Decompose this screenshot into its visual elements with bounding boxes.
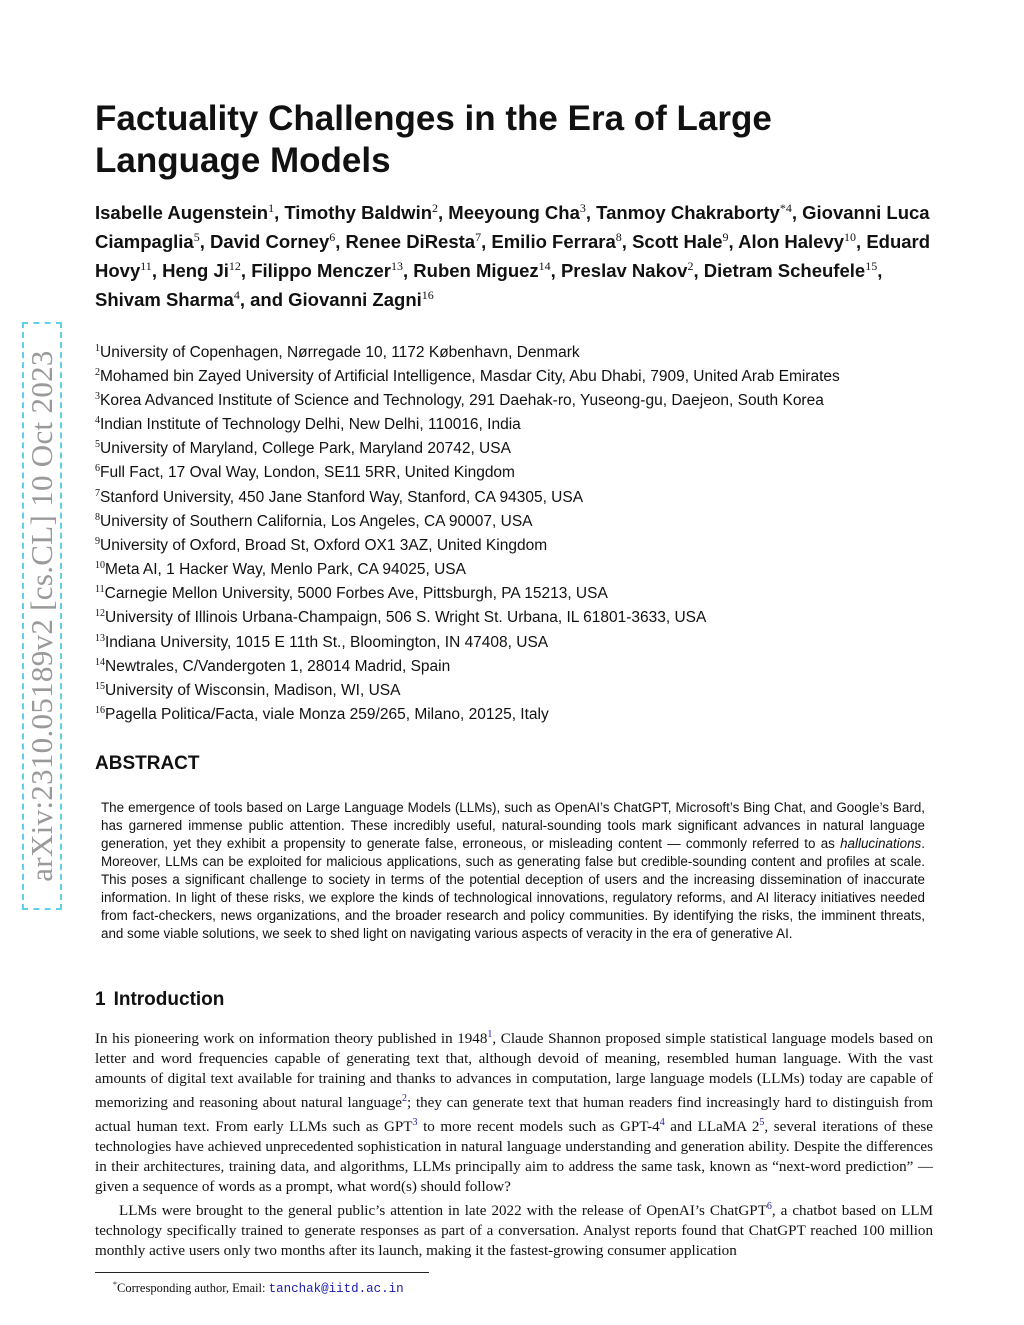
- affiliation-text: Meta AI, 1 Hacker Way, Menlo Park, CA 94025, USA: [105, 561, 466, 579]
- affiliation-number: 12: [95, 608, 105, 620]
- footnote-divider: [95, 1272, 429, 1273]
- affiliation-number: 9: [95, 535, 100, 547]
- affiliation-number: 5: [95, 439, 100, 451]
- section-number: 1: [95, 989, 106, 1011]
- author-name: Tanmoy Chakraborty: [596, 202, 780, 224]
- intro-paragraph-2: LLMs were brought to the general public’s attention in late 2022 with the release of OpenAI’s ChatGPT$^6$, a chatbot based on LLM technology specifically trained to generate responses as part of a conversation. Analyst reports found that ChatGPT reached 100 million monthly active users only two months after its launch, making it the fastest-growing consumer application: [95, 1201, 933, 1260]
- author-affiliation-mark: 11: [140, 259, 152, 274]
- affiliation-item: [95, 411, 933, 435]
- author-name: Filippo Menczer: [251, 260, 391, 282]
- affiliation-number: 15: [95, 680, 105, 692]
- affiliation-number: 3: [95, 390, 100, 402]
- author-affiliation-mark: 6: [329, 230, 336, 245]
- author-name: Heng Ji: [162, 260, 229, 282]
- author-name: Eduard Hovy: [95, 231, 931, 282]
- affiliation-number: 8: [95, 511, 100, 523]
- affiliation-item: [95, 484, 933, 508]
- affiliation-text: Mohamed bin Zayed University of Artificial Intelligence, Masdar City, Abu Dhabi, 7909, United Arab Emirates: [100, 367, 840, 385]
- affiliation-text: Korea Advanced Institute of Science and Technology, 291 Daehak-ro, Yuseong-gu, Daejeon, South Korea: [100, 392, 824, 410]
- citation-link[interactable]: 2: [402, 1093, 408, 1105]
- affiliation-text: Full Fact, 17 Oval Way, London, SE11 5RR, United Kingdom: [100, 464, 515, 482]
- affiliation-item: [95, 339, 933, 363]
- author-name: Shivam Sharma: [95, 289, 234, 311]
- author-name: David Corney: [209, 231, 330, 253]
- author-name: Giovanni Zagni: [288, 289, 422, 311]
- affiliation-number: 2: [95, 366, 100, 378]
- affiliation-text: University of Illinois Urbana-Champaign, 506 S. Wright St. Urbana, IL 61801-3633, USA: [105, 609, 707, 627]
- citation-link[interactable]: 1: [487, 1029, 493, 1041]
- author-affiliation-mark: 2: [432, 201, 439, 215]
- author-affiliation-mark: 7: [475, 230, 482, 245]
- author-affiliation-mark: 13: [391, 259, 403, 274]
- author-affiliation-mark: 8: [615, 230, 622, 245]
- author-name: Timothy Baldwin: [284, 202, 433, 224]
- author-affiliation-mark: 4: [233, 288, 240, 303]
- author-affiliation-mark: 9: [722, 230, 729, 245]
- author-name: Scott Hale: [632, 231, 723, 253]
- affiliation-item: [95, 435, 933, 459]
- affiliation-item: [95, 363, 933, 387]
- affiliation-number: 11: [95, 584, 105, 596]
- arxiv-identifier: arXiv:2310.05189v2 [cs.CL] 10 Oct 2023: [24, 350, 59, 882]
- affiliation-item: [95, 653, 933, 677]
- affiliation-item: [95, 580, 933, 604]
- affiliation-text: University of Copenhagen, Nørregade 10, 1172 København, Denmark: [100, 343, 580, 361]
- author-list: Isabelle Augenstein$^1$, Timothy Baldwin$^2$, Meeyoung Cha$^3$, Tanmoy Chakraborty$^{*4}$, Giovanni Luca Ciampaglia$^5$, David Corney$^6$, Renee DiResta$^7$, Emilio Ferrara$^8$, Scott Hale$^9$, Alon Halevy$^{10}$, Eduard Hovy$^{11}$, Heng Ji$^{12}$, Filippo Menczer$^{13}$, Ruben Miguez$^{14}$, Preslav Nakov$^2$, Dietram Scheufele$^{15}$, Shivam Sharma$^4$, and Giovanni Zagni$^{16}$: [95, 201, 931, 311]
- author-name: Alon Halevy: [738, 231, 845, 253]
- intro-paragraph-1: In his pioneering work on information theory published in 1948$^1$, Claude Shannon proposed simple statistical language models based on letter and word frequencies capable of generating text that, although devoid of meaning, resembled human language. With the vast amounts of digital text available for training and thanks to advances in computation, large language models (LLMs) today are capable of memorizing and reasoning about natural language$^2$; they can generate text that human readers find increasingly hard to distinguish from actual human text. From early LLMs such as GPT$^3$ to more recent models such as GPT-$4^4$ and LLaMA $2^5$, several iterations of these technologies have achieved unprecedented sophistication in natural language understanding and generation ability. Despite the differences in their architectures, training data, and algorithms, LLMs principally aim to address the same task, known as “next-word prediction” — given a sequence of words as a prompt, what word(s) should follow?: [95, 1029, 933, 1196]
- affiliation-item: [95, 677, 933, 701]
- abstract-text: The emergence of tools based on Large Language Models (LLMs), such as OpenAI’s ChatGPT, Microsoft’s Bing Chat, and Google’s Bard, has garnered immense public attention. These incredibly useful, natural-sounding tools mark significant advances in natural language generation, yet they exhibit a propensity to generate false, erroneous, or misleading content — commonly referred to as hallucinations. Moreover, LLMs can be exploited for malicious applications, such as generating false but credible-sounding content and profiles at scale. This poses a significant challenge to society in terms of the potential deception of users and the increasing dissemination of inaccurate information. In light of these risks, we explore the kinds of technological innovations, regulatory reforms, and AI literacy initiatives needed from fact-checkers, news organizations, and the broader research and policy communities. By identifying the risks, the imminent threats, and some viable solutions, we seek to shed light on navigating various aspects of veracity in the era of generative AI.: [101, 800, 925, 942]
- author-name: Dietram Scheufele: [703, 260, 866, 282]
- email-link[interactable]: tanchak@iitd.ac.in: [268, 1282, 404, 1297]
- affiliation-number: 13: [95, 632, 105, 644]
- author-affiliation-mark: 1: [268, 201, 275, 215]
- affiliation-text: Newtrales, C/Vandergoten 1, 28014 Madrid, Spain: [105, 657, 451, 675]
- paper-title: Factuality Challenges in the Era of Large Language Models: [95, 99, 772, 180]
- author-affiliation-mark: *4: [779, 201, 792, 215]
- affiliation-item: [95, 629, 933, 653]
- author-affiliation-mark: 15: [865, 259, 878, 274]
- affiliation-number: 10: [95, 560, 105, 572]
- arxiv-sidebar-stamp: [22, 322, 62, 910]
- affiliation-text: University of Maryland, College Park, Maryland 20742, USA: [100, 440, 511, 458]
- author-name: Preslav Nakov: [560, 260, 688, 282]
- affiliation-text: Indiana University, 1015 E 11th St., Bloomington, IN 47408, USA: [105, 633, 549, 651]
- affiliation-text: Carnegie Mellon University, 5000 Forbes Ave, Pittsburgh, PA 15213, USA: [104, 585, 608, 603]
- affiliation-text: Pagella Politica/Facta, viale Monza 259/265, Milano, 20125, Italy: [105, 706, 549, 724]
- affiliation-text: University of Wisconsin, Madison, WI, USA: [105, 681, 401, 699]
- affiliation-number: 4: [95, 415, 100, 427]
- author-affiliation-mark: 12: [228, 259, 241, 274]
- corresponding-author-footnote: *Corresponding author, Email: tanchak@iitd.ac.in: [113, 1280, 404, 1297]
- author-name: Giovanni Luca Ciampaglia: [95, 202, 930, 253]
- affiliation-item: [95, 508, 933, 532]
- author-affiliation-mark: 14: [538, 259, 551, 274]
- author-affiliation-mark: 3: [579, 201, 586, 215]
- affiliation-item: [95, 556, 933, 580]
- affiliation-item: [95, 459, 933, 483]
- author-affiliation-mark: 2: [687, 259, 694, 274]
- citation-link[interactable]: 5: [759, 1117, 765, 1129]
- affiliation-number: 14: [95, 656, 105, 668]
- paper-first-page: [95, 98, 933, 1297]
- affiliation-text: Stanford University, 450 Jane Stanford Way, Stanford, CA 94305, USA: [100, 488, 584, 506]
- affiliation-text: University of Southern California, Los Angeles, CA 90007, USA: [100, 512, 533, 530]
- affiliation-number: 6: [95, 463, 100, 475]
- abstract-heading: ABSTRACT: [95, 753, 200, 775]
- affiliation-text: Indian Institute of Technology Delhi, New Delhi, 110016, India: [100, 416, 521, 434]
- author-name: Emilio Ferrara: [491, 231, 616, 253]
- citation-link[interactable]: 6: [766, 1201, 772, 1213]
- affiliation-number: 7: [95, 487, 100, 499]
- affiliation-number: 1: [95, 342, 100, 354]
- affiliation-text: University of Oxford, Broad St, Oxford OX1 3AZ, United Kingdom: [100, 537, 548, 555]
- affiliation-item: [95, 387, 933, 411]
- affiliation-number: 16: [95, 704, 105, 716]
- author-name: Renee DiResta: [345, 231, 476, 253]
- affiliation-list: [95, 339, 933, 726]
- author-name: Ruben Miguez: [413, 260, 539, 282]
- affiliation-item: [95, 604, 933, 628]
- author-name: Meeyoung Cha: [448, 202, 580, 224]
- citation-link[interactable]: 4: [659, 1117, 665, 1129]
- author-affiliation-mark: 16: [421, 288, 434, 303]
- section-title: Introduction: [113, 989, 225, 1011]
- author-name: Isabelle Augenstein: [95, 202, 269, 224]
- author-affiliation-mark: 10: [844, 230, 857, 245]
- affiliation-item: [95, 532, 933, 556]
- citation-link[interactable]: 3: [412, 1117, 418, 1129]
- introduction-heading: [95, 989, 933, 1011]
- abstract-emphasis: hallucinations: [840, 836, 922, 852]
- affiliation-item: [95, 701, 933, 725]
- author-affiliation-mark: 5: [193, 230, 200, 245]
